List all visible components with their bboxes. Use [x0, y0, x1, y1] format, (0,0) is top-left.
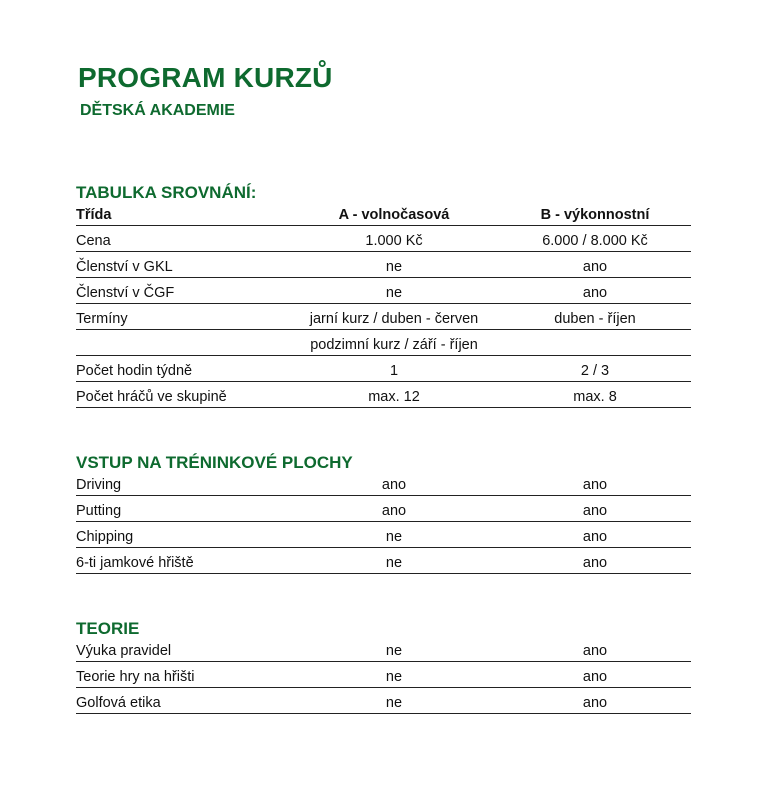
- row-label: 6-ti jamkové hřiště: [76, 555, 194, 571]
- row-label: Členství v ČGF: [76, 285, 175, 301]
- comparison-header-row: [76, 200, 691, 226]
- value-b: max. 8: [573, 389, 617, 405]
- table-row: [76, 496, 691, 522]
- value-a: jarní kurz / duben - červen: [309, 311, 479, 327]
- value-b: ano: [582, 285, 608, 301]
- value-a: ano: [381, 477, 407, 493]
- table-row: [76, 382, 691, 408]
- table-row: [76, 252, 691, 278]
- table-row: [76, 548, 691, 574]
- table-row: [76, 688, 691, 714]
- comparison-heading: TABULKA SROVNÁNÍ:: [76, 183, 257, 202]
- value-a: 1.000 Kč: [365, 233, 423, 249]
- training-table: [76, 470, 691, 574]
- value-a: 1: [389, 363, 399, 379]
- value-a: ne: [385, 669, 403, 685]
- value-a: ne: [385, 259, 403, 275]
- row-label: Teorie hry na hřišti: [76, 669, 195, 685]
- table-row: [76, 522, 691, 548]
- row-label: Počet hodin týdně: [76, 363, 193, 379]
- table-row: [76, 356, 691, 382]
- value-a: ne: [385, 695, 403, 711]
- row-label: Putting: [76, 503, 122, 519]
- value-b: ano: [582, 529, 608, 545]
- value-a: ne: [385, 285, 403, 301]
- table-row: [76, 278, 691, 304]
- row-label: Golfová etika: [76, 695, 161, 711]
- training-heading: VSTUP NA TRÉNINKOVÉ PLOCHY: [76, 453, 353, 472]
- table-row: [76, 470, 691, 496]
- value-b: ano: [582, 669, 608, 685]
- value-a: podzimní kurz / září - říjen: [310, 337, 478, 353]
- table-row: [76, 636, 691, 662]
- theory-heading: TEORIE: [76, 619, 140, 638]
- theory-table: [76, 636, 691, 714]
- header-column-b: B - výkonnostní: [540, 207, 650, 223]
- value-b: ano: [582, 477, 608, 493]
- value-a: ne: [385, 529, 403, 545]
- row-label: Chipping: [76, 529, 134, 545]
- value-a: max. 12: [368, 389, 420, 405]
- value-b: ano: [582, 259, 608, 275]
- value-b: duben - říjen: [554, 311, 636, 327]
- value-b: ano: [582, 695, 608, 711]
- row-label: Výuka pravidel: [76, 643, 172, 659]
- row-label: Driving: [76, 477, 122, 493]
- row-label: Termíny: [76, 311, 128, 327]
- value-b: 6.000 / 8.000 Kč: [542, 233, 648, 249]
- row-label: Počet hráčů ve skupině: [76, 389, 227, 405]
- value-a: ano: [381, 503, 407, 519]
- table-row: [76, 662, 691, 688]
- value-a: ne: [385, 643, 403, 659]
- page-subtitle: DĚTSKÁ AKADEMIE: [80, 102, 235, 119]
- table-row: [76, 304, 691, 330]
- header-column-a: A - volnočasová: [338, 207, 450, 223]
- value-a: ne: [385, 555, 403, 571]
- comparison-table: [76, 200, 691, 408]
- value-b: ano: [582, 503, 608, 519]
- value-b: 2 / 3: [580, 363, 610, 379]
- table-row: [76, 226, 691, 252]
- row-label: Cena: [76, 233, 111, 249]
- table-row: [76, 330, 691, 356]
- page-title: PROGRAM KURZŮ: [78, 62, 333, 93]
- value-b: ano: [582, 555, 608, 571]
- header-class-label: Třída: [76, 207, 112, 223]
- value-b: ano: [582, 643, 608, 659]
- row-label: Členství v GKL: [76, 259, 173, 275]
